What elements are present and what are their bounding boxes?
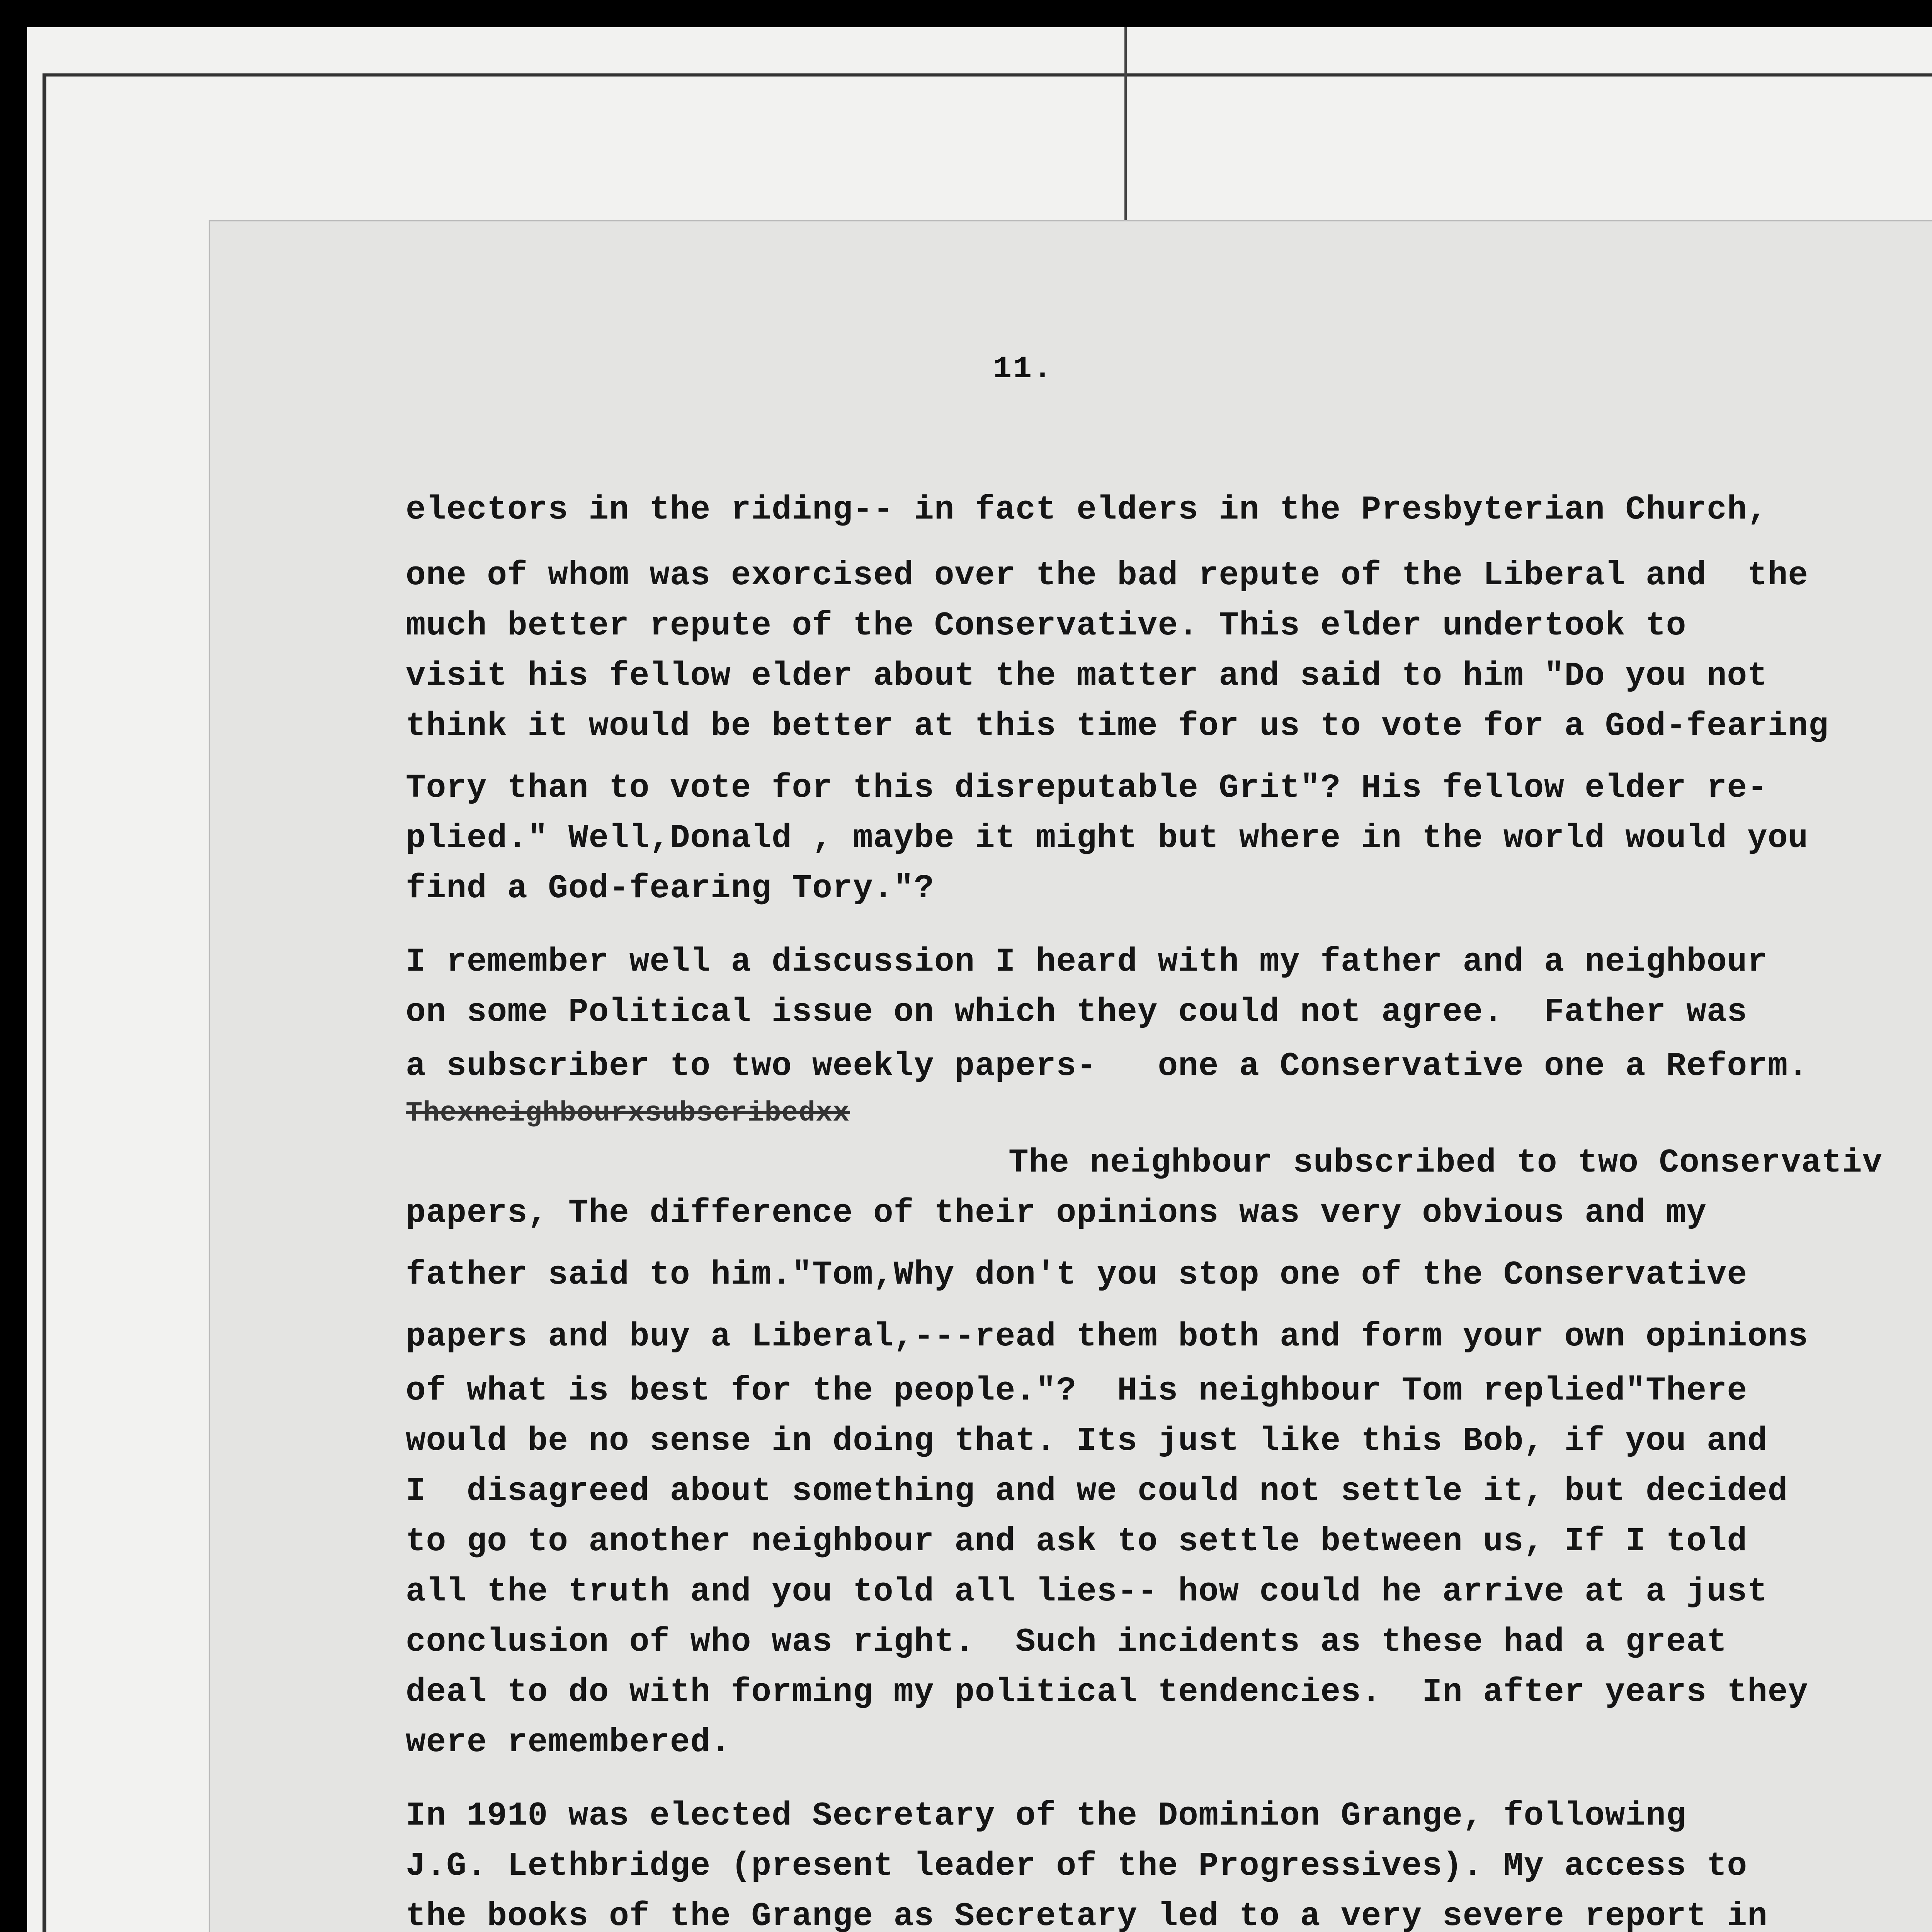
text-line: much better repute of the Conservative. This elder undertook to xyxy=(406,607,1687,645)
text-line: papers and buy a Liberal,---read them both and form your own opinions xyxy=(406,1318,1808,1355)
text-line: visit his fellow elder about the matter and said to him "Do you not xyxy=(406,657,1768,695)
microfilm-frame xyxy=(27,27,1932,1932)
text-line: the books of the Grange as Secretary led to a very severe report in xyxy=(406,1897,1768,1932)
text-line: papers, The difference of their opinions was very obvious and my xyxy=(406,1194,1707,1232)
text-line: The neighbour subscribed to two Conservativ xyxy=(1009,1144,1883,1182)
text-line: on some Political issue on which they could not agree. Father was xyxy=(406,993,1748,1031)
top-border-rule xyxy=(43,73,1932,77)
text-line: plied." Well,Donald , maybe it might but where in the world would you xyxy=(406,819,1808,857)
text-line: think it would be better at this time for us to vote for a God-fearing xyxy=(406,707,1829,745)
text-line: find a God-fearing Tory."? xyxy=(406,869,934,907)
center-divider-rule xyxy=(1124,27,1127,220)
text-line: were remembered. xyxy=(406,1723,731,1761)
text-line: one of whom was exorcised over the bad repute of the Liberal and the xyxy=(406,556,1808,594)
text-line: would be no sense in doing that. Its just like this Bob, if you and xyxy=(406,1422,1768,1460)
text-line: J.G. Lethbridge (present leader of the Progressives). My access to xyxy=(406,1847,1748,1885)
text-line: a subscriber to two weekly papers- one a Conservative one a Reform. xyxy=(406,1047,1808,1085)
text-line: Tory than to vote for this disreputable Grit"? His fellow elder re- xyxy=(406,769,1768,807)
text-line: I remember well a discussion I heard with my father and a neighbour xyxy=(406,943,1768,981)
text-line: conclusion of who was right. Such incidents as these had a great xyxy=(406,1623,1727,1661)
text-line: to go to another neighbour and ask to settle between us, If I told xyxy=(406,1522,1748,1560)
text-line: deal to do with forming my political tendencies. In after years they xyxy=(406,1673,1808,1711)
left-border-rule xyxy=(43,73,46,1932)
struck-out-text-line: Thexneighbourxsubscribedxx xyxy=(406,1097,850,1129)
page-body xyxy=(209,220,1932,1932)
typewritten-page xyxy=(209,220,1932,1932)
text-line: electors in the riding-- in fact elders in the Presbyterian Church, xyxy=(406,491,1768,529)
text-line: of what is best for the people."? His neighbour Tom replied"There xyxy=(406,1372,1748,1410)
text-line: In 1910 was elected Secretary of the Dominion Grange, following xyxy=(406,1797,1687,1835)
text-line: all the truth and you told all lies-- how could he arrive at a just xyxy=(406,1573,1768,1611)
text-line: father said to him."Tom,Why don't you stop one of the Conservative xyxy=(406,1256,1748,1294)
page-number: 11. xyxy=(993,352,1054,387)
text-line: I disagreed about something and we could not settle it, but decided xyxy=(406,1472,1788,1510)
